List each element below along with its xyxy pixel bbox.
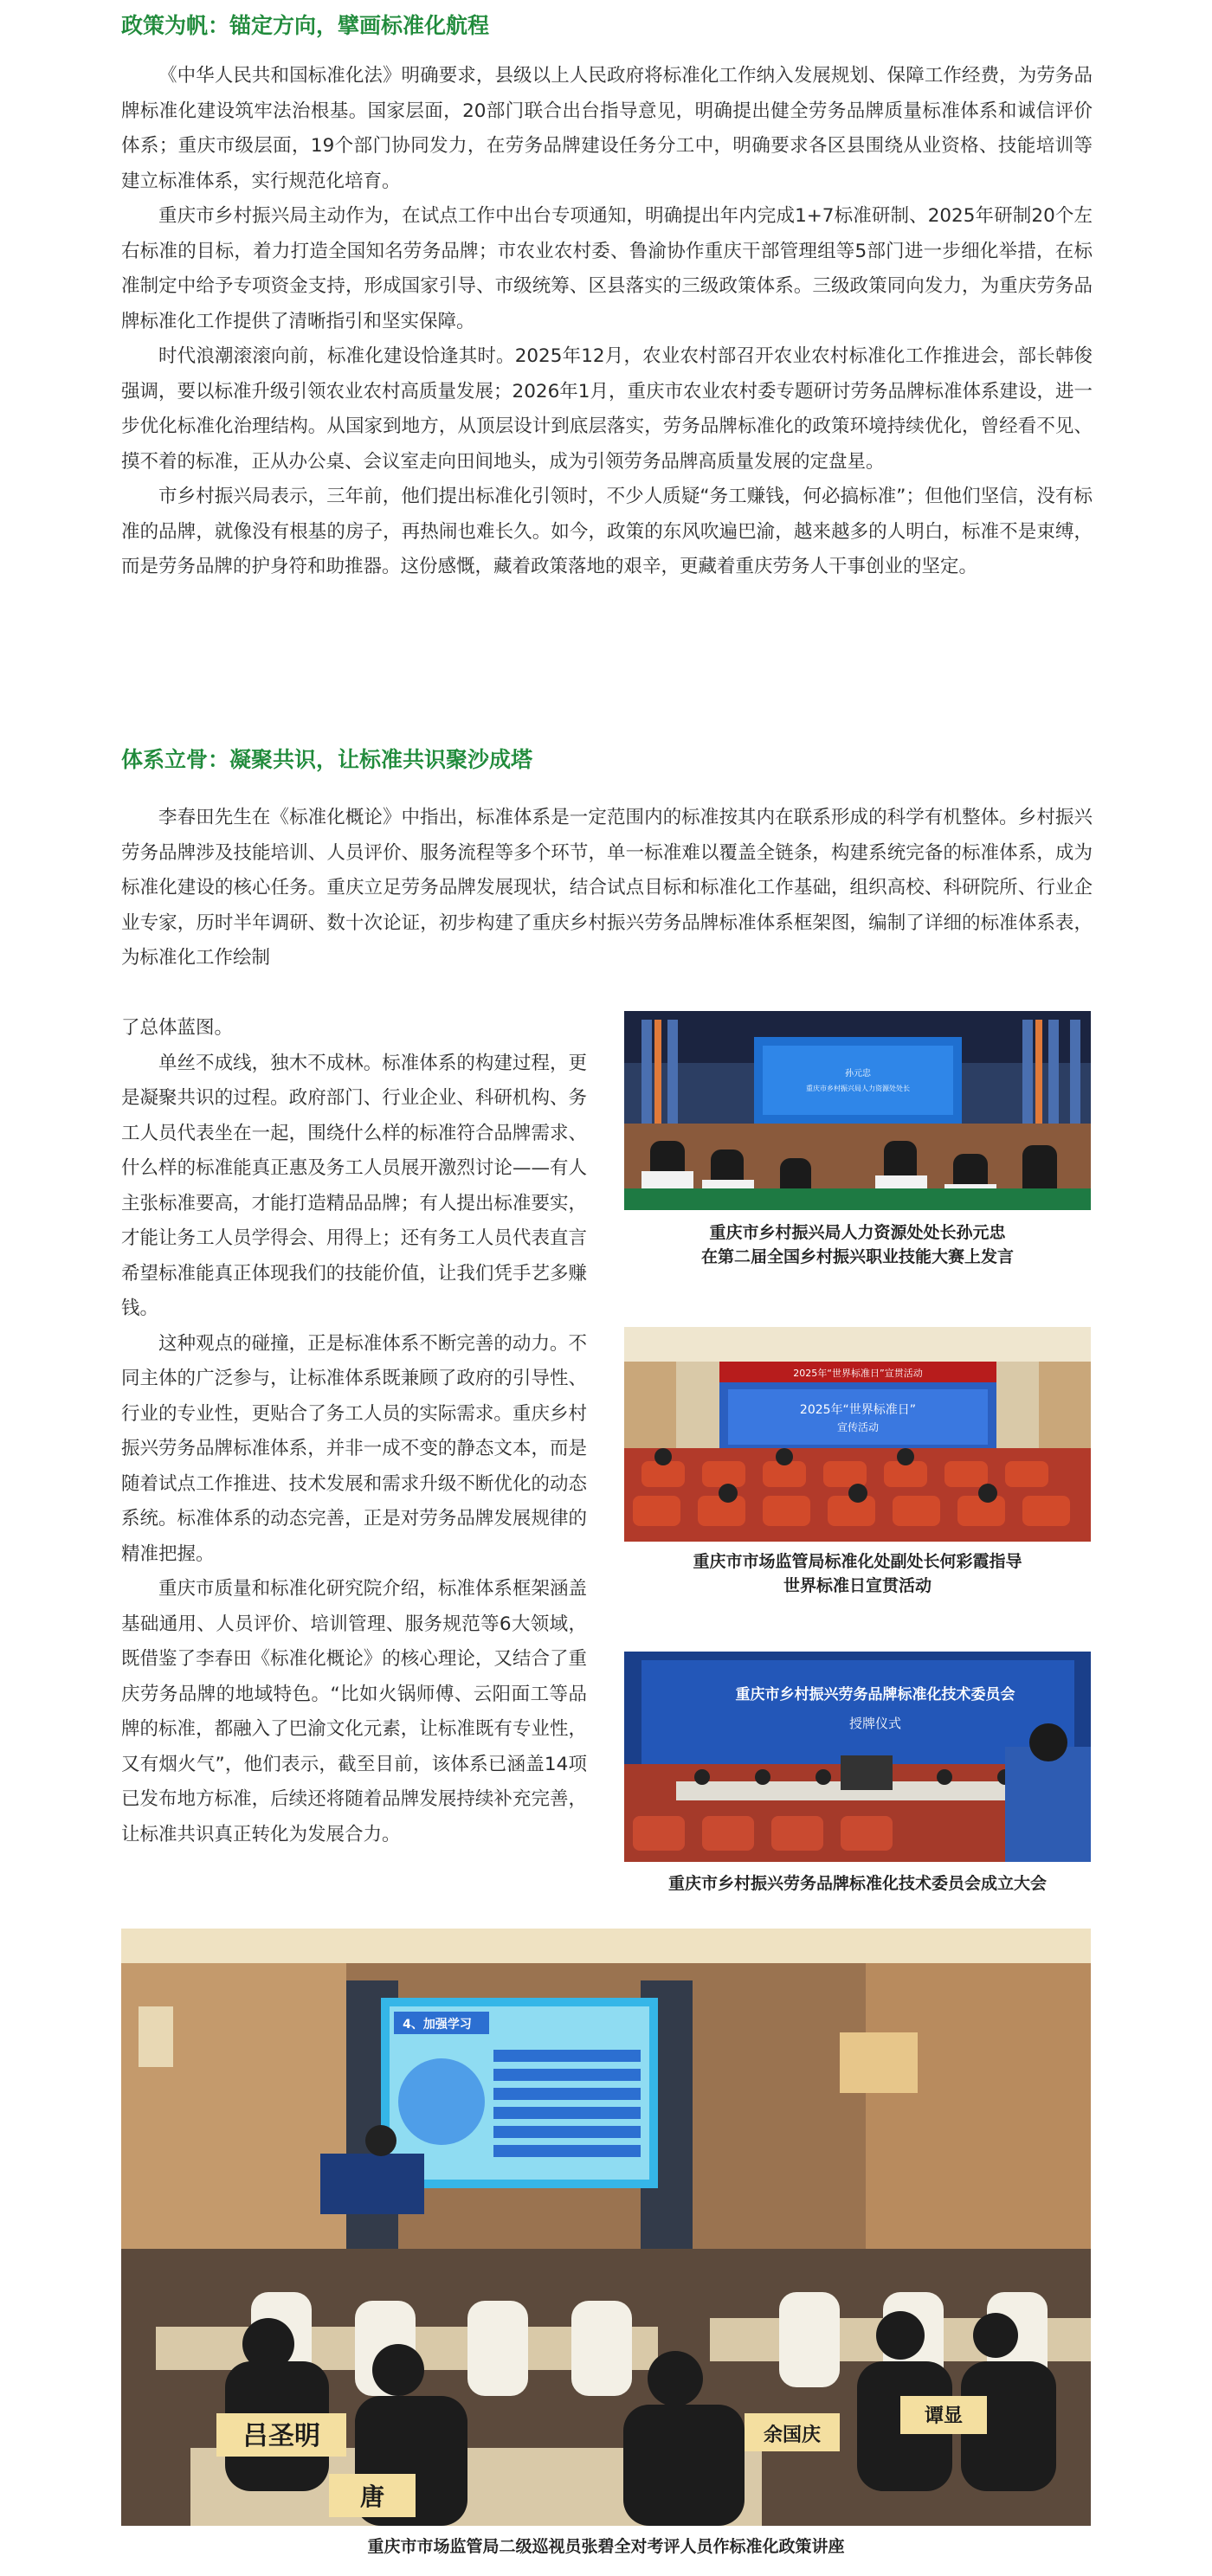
photo-policy-lecture xyxy=(121,1929,1091,2526)
section2-intro-end: 了总体蓝图。 xyxy=(121,1017,234,1039)
section2-paragraph-3: 重庆市质量和标准化研究院介绍，标准体系框架涵盖基础通用、人员评价、培训管理、服务规范等6大领域，既借鉴了李春田《标准化概论》的核心理论，又结合了重庆劳务品牌的地域特色。“比如火锅师傅、云阳面工等品牌的标准，都融入了巴渝文化元素，让标准既有专业性，又有烟火气”，他们表示，截至目前，该体系已涵盖14项已发布地方标准，后续还将随着品牌发展持续补充完善，让标准共识真正转化为发展合力。 xyxy=(121,1578,587,1845)
photo1-screen-line1: 孙元忠 xyxy=(845,1069,871,1079)
photo4-nameplate-1: 吕圣明 xyxy=(242,2421,320,2451)
section2-intro xyxy=(121,801,1093,976)
photo4-nameplate-4: 谭显 xyxy=(924,2405,964,2427)
photo4-caption: 重庆市市场监管局二级巡视员张碧全对考评人员作标准化政策讲座 xyxy=(367,2537,845,2556)
section1-paragraph-3: 时代浪潮滚滚向前，标准化建设恰逢其时。2025年12月，农业农村部召开农业农村标准化工作推进会，部长韩俊强调，要以标准升级引领农业农村高质量发展；2026年1月，重庆市农业农村委专题研讨劳务品牌标准体系建设，进一步优化标准化治理结构。从国家到地方，从顶层设计到底层落实，劳务品牌标准化的政策环境持续优化，曾经看不见、摸不着的标准，正从办公桌、会议室走向田间地头，成为引领劳务品牌高质量发展的定盘星。 xyxy=(121,345,1093,473)
photo4-nameplate-2: 唐 xyxy=(359,2483,385,2511)
photo4-nameplate-3: 余国庆 xyxy=(763,2424,822,2446)
photo3-caption: 重庆市乡村振兴劳务品牌标准化技术委员会成立大会 xyxy=(667,1874,1047,1893)
photo3-screen-title: 重庆市乡村振兴劳务品牌标准化技术委员会 xyxy=(735,1686,1015,1703)
photo3-screen-subtitle: 授牌仪式 xyxy=(848,1716,902,1731)
photo2-caption xyxy=(624,1549,1091,1598)
photo2-caption-line2: 世界标准日宣贯活动 xyxy=(783,1576,932,1595)
photo4-screen-header: 4、加强学习 xyxy=(403,2018,472,2032)
photo2-screen-line1: 2025年“世界标准日” xyxy=(799,1403,917,1417)
section2-heading: 体系立骨：凝聚共识，让标准共识聚沙成塔 xyxy=(121,747,533,772)
section1-paragraph-1: 《中华人民共和国标准化法》明确要求，县级以上人民政府将标准化工作纳入发展规划、保障工作经费，为劳务品牌标准化建设筑牢法治根基。国家层面，20部门联合出台指导意见，明确提出健全劳务品牌质量标准体系和诚信评价体系；重庆市级层面，19个部门协同发力，在劳务品牌建设任务分工中，明确要求各区县围绕从业资格、技能培训等建立标准体系，实行规范化培育。 xyxy=(121,65,1093,192)
photo2-screen-line2: 宣传活动 xyxy=(836,1421,880,1433)
section2-body xyxy=(121,1011,587,1852)
section1-heading: 政策为帆：锚定方向，擘画标准化航程 xyxy=(121,13,490,38)
section1-paragraph-4: 市乡村振兴局表示，三年前，他们提出标准化引领时，不少人质疑“务工赚钱，何必搞标准”；但他们坚信，没有标准的品牌，就像没有根基的房子，再热闹也难长久。如今，政策的东风吹遍巴渝，越来越多的人明白，标准不是束缚，而是劳务品牌的护身符和助推器。这份感慨，藏着政策落地的艰辛，更藏着重庆劳务人干事创业的坚定。 xyxy=(121,486,1093,577)
section1-paragraph-2: 重庆市乡村振兴局主动作为，在试点工作中出台专项通知，明确提出年内完成1+7标准研制、2025年研制20个左右标准的目标，着力打造全国知名劳务品牌；市农业农村委、鲁渝协作重庆干部管理组等5部门进一步细化举措，在标准制定中给予专项资金支持，形成国家引导、市级统筹、区县落实的三级政策体系。三级政策同向发力，为重庆劳务品牌标准化工作提供了清晰指引和坚实保障。 xyxy=(121,205,1093,332)
photo1-caption xyxy=(624,1220,1091,1269)
section2-paragraph-2: 这种观点的碰撞，正是标准体系不断完善的动力。不同主体的广泛参与，让标准体系既兼顾了政府的引导性、行业的专业性，更贴合了务工人员的实际需求。重庆乡村振兴劳务品牌标准体系，并非一成不变的静态文本，而是随着试点工作推进、技术发展和需求升级不断优化的动态系统。标准体系的动态完善，正是对劳务品牌发展规律的精准把握。 xyxy=(121,1332,587,1565)
photo1-caption-line1: 重庆市乡村振兴局人力资源处处长孙元忠 xyxy=(709,1223,1006,1242)
photo-conference-speaker xyxy=(624,1011,1091,1210)
section2-paragraph-1: 单丝不成线，独木不成林。标准体系的构建过程，更是凝聚共识的过程。政府部门、行业企业、科研机构、务工人员代表坐在一起，围绕什么样的标准符合品牌需求、什么样的标准能真正惠及务工人员展开激烈讨论——有人主张标准要高，才能打造精品品牌；有人提出标准要实，才能让务工人员学得会、用得上；还有务工人员代表直言希望标准能真正体现我们的技能价值，让我们凭手艺多赚钱。 xyxy=(121,1052,587,1319)
section2-intro-paragraph: 李春田先生在《标准化概论》中指出，标准体系是一定范围内的标准按其内在联系形成的科学有机整体。乡村振兴劳务品牌涉及技能培训、人员评价、服务流程等多个环节，单一标准难以覆盖全链条，构建系统完备的标准体系，成为标准化建设的核心任务。重庆立足劳务品牌发展现状，结合试点目标和标准化工作基础，组织高校、科研院所、行业企业专家，历时半年调研、数十次论证，初步构建了重庆乡村振兴劳务品牌标准体系框架图，编制了详细的标准体系表，为标准化工作绘制 xyxy=(121,807,1093,969)
photo2-banner-text: 2025年“世界标准日”宣贯活动 xyxy=(793,1368,923,1379)
photo-committee-ceremony xyxy=(624,1652,1091,1862)
photo2-caption-line1: 重庆市市场监管局标准化处副处长何彩霞指导 xyxy=(693,1552,1022,1571)
photo1-caption-line2: 在第二届全国乡村振兴职业技能大赛上发言 xyxy=(700,1247,1014,1266)
photo1-screen-line2: 重庆市乡村振兴局人力资源处处长 xyxy=(806,1085,910,1092)
photo-standards-day xyxy=(624,1327,1091,1542)
section1-body xyxy=(121,59,1093,585)
